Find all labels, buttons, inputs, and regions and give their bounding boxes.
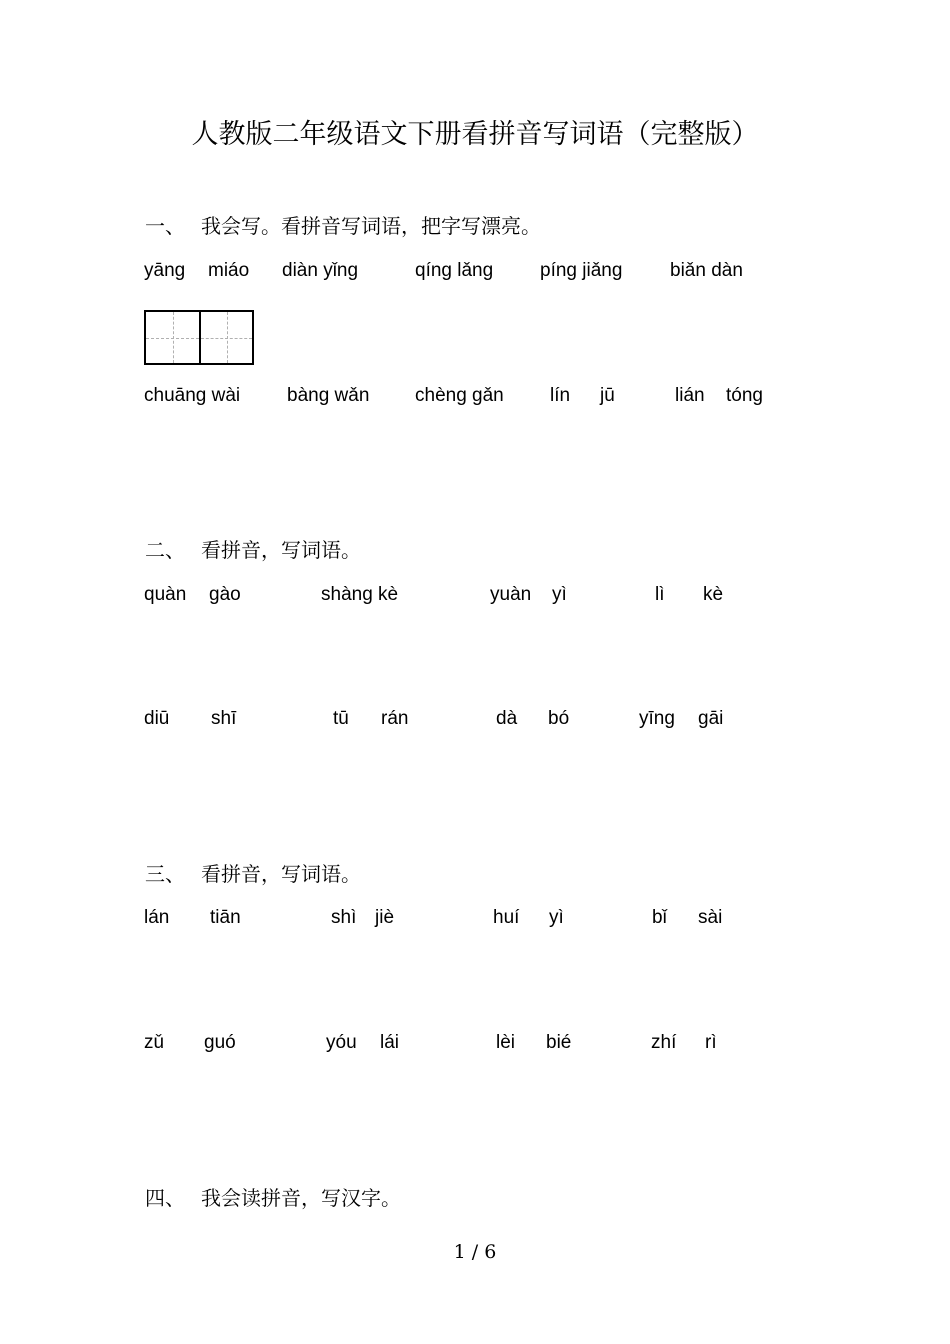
section-4-instruction: 我会读拼音，写汉字。 xyxy=(201,1186,401,1210)
pinyin-row-3-2 xyxy=(0,1032,950,1058)
section-2-instruction: 看拼音，写词语。 xyxy=(201,538,361,562)
pinyin-syllable: rán xyxy=(381,708,409,729)
pinyin-syllable: lián xyxy=(675,385,705,406)
section-4-heading xyxy=(145,1182,401,1211)
pinyin-row-3-1 xyxy=(0,907,950,933)
pinyin-syllable: tóng xyxy=(726,385,763,406)
section-3-instruction: 看拼音，写词语。 xyxy=(201,862,361,886)
pinyin-syllable: shì xyxy=(331,907,357,928)
section-1-number: 一、 xyxy=(145,214,185,238)
pinyin-syllable: yāng xyxy=(144,260,186,281)
pinyin-syllable: diū xyxy=(144,708,170,729)
pinyin-syllable: tiān xyxy=(210,907,241,928)
section-3-heading xyxy=(145,858,361,887)
page-title: 人教版二年级语文下册看拼音写词语（完整版） xyxy=(191,119,759,150)
section-4-number: 四、 xyxy=(145,1186,185,1210)
pinyin-row-2-2 xyxy=(0,708,950,734)
pinyin-syllable: biǎn dàn xyxy=(670,260,743,281)
pinyin-syllable: kè xyxy=(703,584,724,605)
pinyin-syllable: shàng kè xyxy=(321,584,399,605)
pinyin-syllable: lèi xyxy=(496,1032,516,1053)
pinyin-syllable: sài xyxy=(698,907,723,928)
pinyin-syllable: tū xyxy=(333,708,349,729)
section-3-number: 三、 xyxy=(145,862,185,886)
pinyin-syllable: lín xyxy=(550,385,571,406)
pinyin-syllable: chuāng wài xyxy=(144,385,241,406)
pinyin-syllable: guó xyxy=(204,1032,236,1053)
pinyin-syllable: bié xyxy=(546,1032,572,1053)
tianzige-cell[interactable] xyxy=(199,312,252,363)
pinyin-row-2-1 xyxy=(0,584,950,610)
section-2-heading xyxy=(145,534,361,563)
pinyin-syllable: zǔ xyxy=(144,1032,165,1053)
pinyin-syllable: lái xyxy=(380,1032,400,1053)
pinyin-syllable: huí xyxy=(493,907,520,928)
pinyin-syllable: bàng wǎn xyxy=(287,385,370,406)
pinyin-syllable: dà xyxy=(496,708,518,729)
pinyin-syllable: yóu xyxy=(326,1032,357,1053)
pinyin-syllable: yì xyxy=(549,907,564,928)
section-1-instruction: 我会写。看拼音写词语，把字写漂亮。 xyxy=(201,214,541,238)
pinyin-syllable: jiè xyxy=(375,907,395,928)
pinyin-syllable: bǐ xyxy=(652,907,667,928)
pinyin-syllable: jū xyxy=(600,385,615,406)
pinyin-row-1-1 xyxy=(0,260,950,286)
pinyin-syllable: diàn yǐng xyxy=(282,260,359,281)
pinyin-syllable: miáo xyxy=(208,260,250,281)
pinyin-syllable: gāi xyxy=(698,708,724,729)
writing-grid[interactable] xyxy=(144,310,254,365)
pinyin-syllable: lì xyxy=(655,584,665,605)
tianzige-cell[interactable] xyxy=(146,312,199,363)
pinyin-syllable: rì xyxy=(705,1032,717,1053)
section-1-heading xyxy=(145,210,541,239)
pinyin-syllable: yuàn xyxy=(490,584,532,605)
pinyin-syllable: qíng lǎng xyxy=(415,260,494,281)
pinyin-syllable: shī xyxy=(211,708,237,729)
pinyin-row-1-2 xyxy=(0,385,950,411)
pinyin-syllable: píng jiǎng xyxy=(540,260,623,281)
pinyin-syllable: chèng gǎn xyxy=(415,385,504,406)
pinyin-syllable: quàn xyxy=(144,584,187,605)
pinyin-syllable: lán xyxy=(144,907,170,928)
pinyin-syllable: gào xyxy=(209,584,241,605)
pinyin-syllable: bó xyxy=(548,708,570,729)
page-number: 1 / 6 xyxy=(453,1241,497,1263)
section-2-number: 二、 xyxy=(145,538,185,562)
pinyin-syllable: yì xyxy=(552,584,567,605)
pinyin-syllable: yīng xyxy=(639,708,675,729)
pinyin-syllable: zhí xyxy=(651,1032,677,1053)
